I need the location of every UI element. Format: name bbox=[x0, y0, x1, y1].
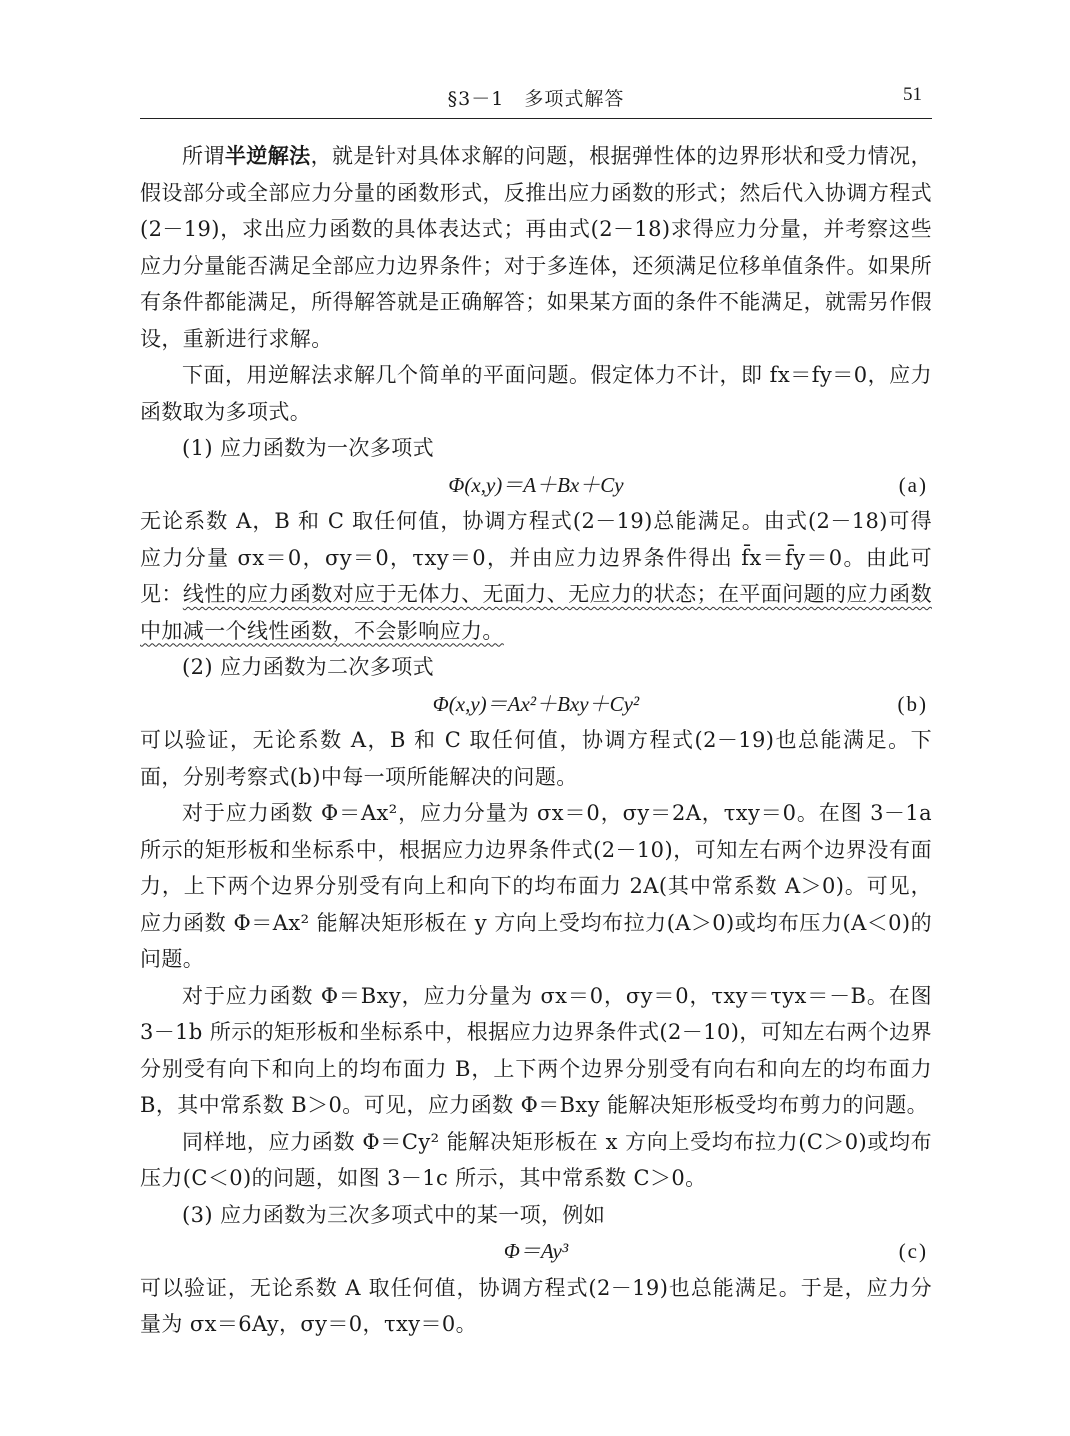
equation-a-tag: (a) bbox=[898, 472, 928, 497]
equation-a bbox=[140, 467, 932, 504]
equation-c bbox=[140, 1233, 932, 1270]
paragraph-ax2: 对于应力函数 Φ＝Ax²，应力分量为 σx＝0，σy＝2A，τxy＝0。在图 3－1a 所示的矩形板和坐标系中，根据应力边界条件式(2－10)，可知左右两个边界没有面力，上下两个边界分别受有向上和向下的均布面力 2A(其中常系数 A＞0)。可见，应力函数 Φ＝Ax² 能解决矩形板在 y 方向上受均布拉力(A＞0)或均布压力(A＜0)的问题。 bbox=[140, 801, 932, 971]
keyword-semi-inverse: 半逆解法 bbox=[224, 143, 311, 168]
page-number: 51 bbox=[903, 84, 922, 105]
paragraph-bxy: 对于应力函数 Φ＝Bxy，应力分量为 σx＝0，σy＝0，τxy＝τyx＝－B。在图 3－1b 所示的矩形板和坐标系中，根据应力边界条件式(2－10)，可知左右两个边界分别受有向下和向上的均布面力 B，上下两个边界分别受有向右和向左的均布面力 B，其中常系数 B＞0。可见，应力函数 Φ＝Bxy 能解决矩形板受均布剪力的问题。 bbox=[140, 983, 932, 1117]
p1-pre: 所谓 bbox=[182, 144, 225, 168]
paragraph-linear bbox=[140, 503, 932, 649]
heading-quadratic: (2) 应力函数为二次多项式 bbox=[182, 655, 435, 679]
heading-cubic: (3) 应力函数为三次多项式中的某一项，例如 bbox=[182, 1202, 606, 1227]
heading-linear: (1) 应力函数为一次多项式 bbox=[182, 436, 435, 460]
section-title: §3－1 多项式解答 bbox=[447, 88, 625, 110]
p1-post: ，就是针对具体求解的问题，根据弹性体的边界形状和受力情况，假设部分或全部应力分量的函数形式，反推出应力函数的形式；然后代入协调方程式(2－19)，求出应力函数的具体表达式；再由式(2－18)求得应力分量，并考察这些应力分量能否满足全部应力边界条件；对于多连体，还须满足位移单值条件。如果所有条件都能满足，所得解答就是正确解答；如果某方面的条件不能满足，就需另作假设，重新进行求解。 bbox=[140, 144, 932, 351]
equation-b-tag: (b) bbox=[897, 691, 928, 716]
equation-a-body: Φ(x,y)＝A＋Bx＋Cy bbox=[448, 472, 624, 497]
paragraph-cubic: 可以验证，无论系数 A 取任何值，协调方程式(2－19)也总能满足。于是，应力分量为 σx＝6Ay，σy＝0，τxy＝0。 bbox=[140, 1275, 932, 1336]
page-body bbox=[140, 138, 932, 1343]
equation-b-body: Φ(x,y)＝Ax²＋Bxy＋Cy² bbox=[432, 691, 640, 716]
paragraph-semi-inverse bbox=[140, 138, 932, 357]
p3-emphasis: 线性的应力函数对应于无体力、无面力、无应力的状态；在平面问题的应力函数中加减一个线性函数，不会影响应力。 bbox=[140, 582, 932, 643]
paragraph-cy2: 同样地，应力函数 Φ＝Cy² 能解决矩形板在 x 方向上受均布拉力(C＞0)或均布压力(C＜0)的问题，如图 3－1c 所示，其中常系数 C＞0。 bbox=[140, 1129, 932, 1190]
equation-c-body: Φ＝Ay³ bbox=[503, 1239, 569, 1263]
paragraph-intro: 下面，用逆解法求解几个简单的平面问题。假定体力不计，即 fx＝fy＝0，应力函数取为多项式。 bbox=[140, 363, 932, 424]
p3-pre: 无论系数 A，B 和 C 取任何值，协调方程式(2－19)总能满足。由式(2－18)可得应力分量 σx＝0，σy＝0，τxy＝0，并由应力边界条件得出 f̄x＝f̄y＝0。由此可见： bbox=[140, 509, 932, 606]
paragraph-quadratic: 可以验证，无论系数 A，B 和 C 取任何值，协调方程式(2－19)也总能满足。下面，分别考察式(b)中每一项所能解决的问题。 bbox=[140, 728, 932, 789]
running-header bbox=[140, 84, 932, 119]
equation-b bbox=[140, 686, 932, 723]
equation-c-tag: (c) bbox=[898, 1239, 928, 1263]
